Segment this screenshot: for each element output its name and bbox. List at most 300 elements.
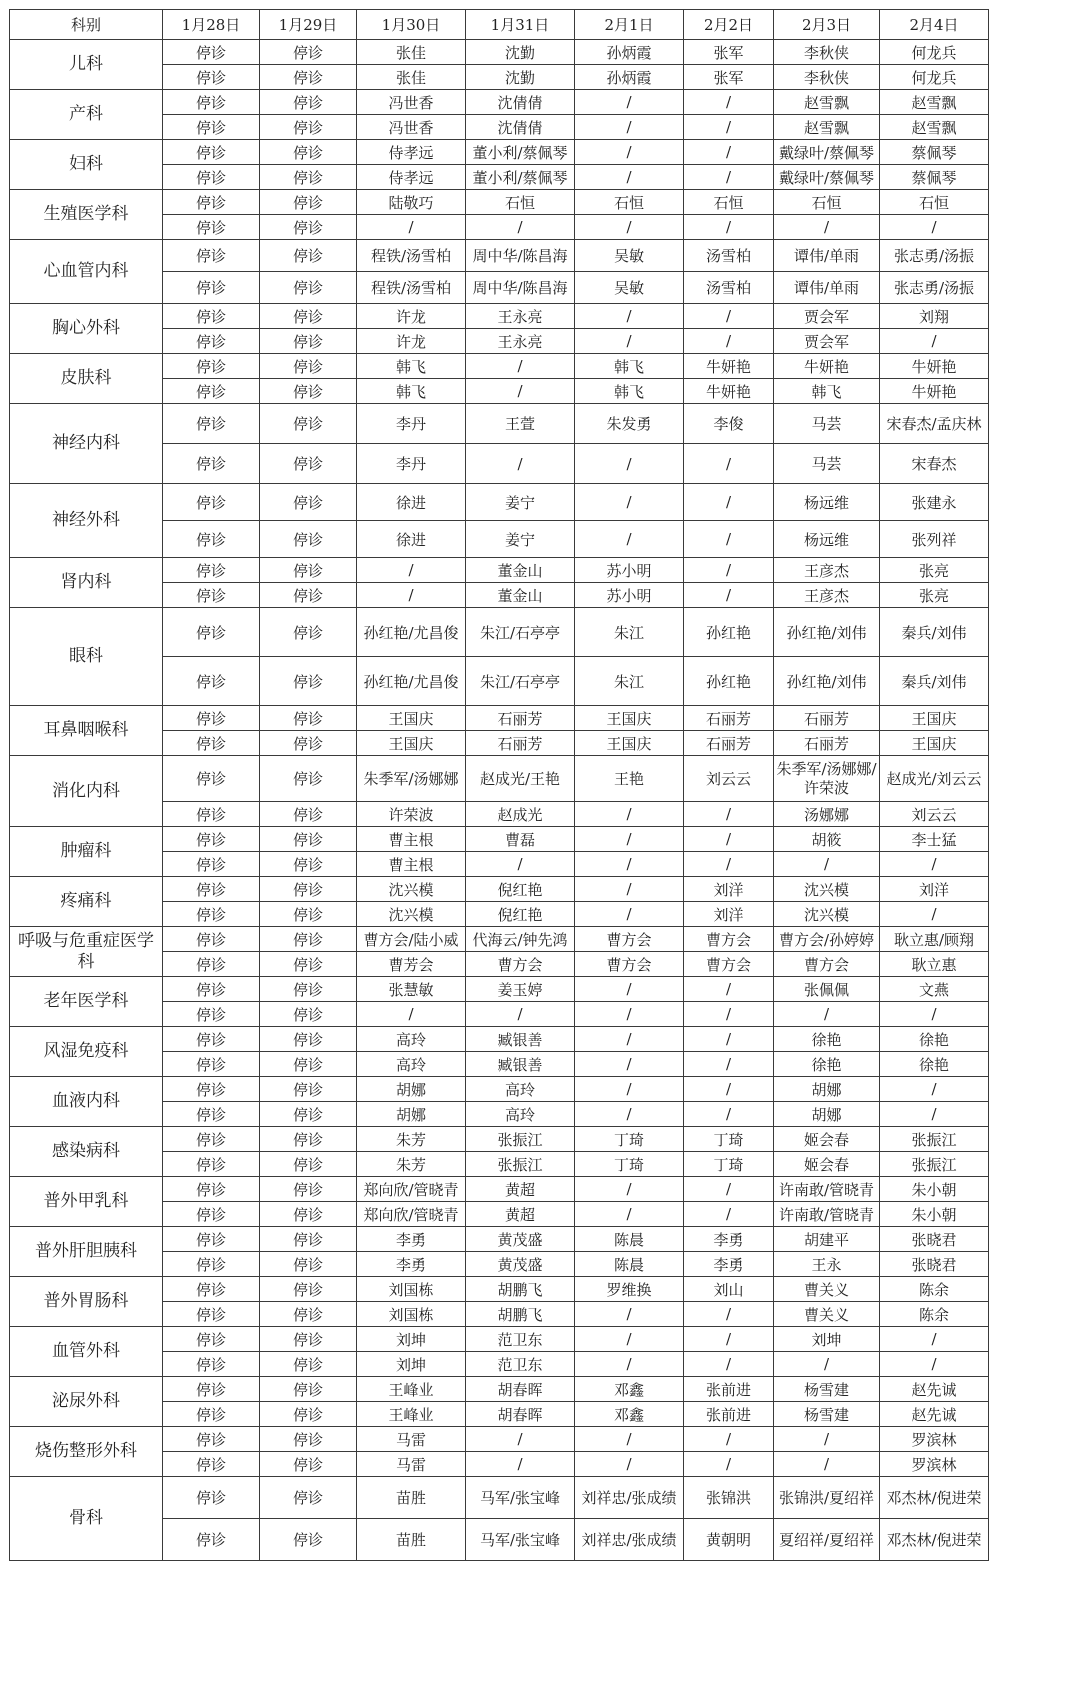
schedule-cell: 高玲: [357, 1027, 466, 1052]
schedule-cell: 停诊: [260, 1327, 357, 1352]
schedule-cell: 沈倩倩: [466, 90, 575, 115]
schedule-row: [10, 240, 989, 272]
schedule-cell: /: [575, 1352, 684, 1377]
schedule-cell: 停诊: [260, 329, 357, 354]
schedule-cell: 孙红艳: [684, 657, 774, 706]
schedule-cell: 曹方会/孙婷婷: [774, 927, 880, 952]
header-row: [10, 10, 989, 40]
schedule-cell: 停诊: [163, 608, 260, 657]
schedule-cell: 停诊: [163, 115, 260, 140]
schedule-cell: /: [575, 1202, 684, 1227]
schedule-cell: 张亮: [880, 558, 989, 583]
schedule-cell: /: [575, 1177, 684, 1202]
schedule-cell: 石恒: [575, 190, 684, 215]
schedule-cell: /: [774, 215, 880, 240]
schedule-cell: /: [774, 1452, 880, 1477]
schedule-cell: 文燕: [880, 977, 989, 1002]
schedule-cell: 张振江: [880, 1127, 989, 1152]
schedule-cell: 董金山: [466, 558, 575, 583]
department-name: 产科: [10, 90, 163, 140]
schedule-cell: 张锦洪: [684, 1477, 774, 1519]
schedule-cell: /: [575, 165, 684, 190]
schedule-cell: 停诊: [163, 1227, 260, 1252]
schedule-cell: 马雷: [357, 1452, 466, 1477]
schedule-cell: 停诊: [260, 240, 357, 272]
schedule-cell: 孙炳霞: [575, 65, 684, 90]
schedule-cell: 停诊: [163, 379, 260, 404]
schedule-cell: 陈晨: [575, 1252, 684, 1277]
day-header-jan29: 1月29日: [260, 10, 357, 40]
schedule-row: [10, 1477, 989, 1519]
schedule-cell: 张晓君: [880, 1227, 989, 1252]
schedule-cell: /: [466, 379, 575, 404]
schedule-cell: 牛妍艳: [880, 354, 989, 379]
schedule-cell: 停诊: [260, 215, 357, 240]
schedule-row: [10, 827, 989, 852]
schedule-cell: /: [880, 1352, 989, 1377]
schedule-cell: 王永亮: [466, 304, 575, 329]
schedule-cell: 停诊: [260, 1302, 357, 1327]
schedule-cell: 停诊: [163, 583, 260, 608]
schedule-cell: /: [774, 1427, 880, 1452]
schedule-cell: /: [880, 1077, 989, 1102]
dept-column-header: 科别: [10, 10, 163, 40]
schedule-cell: 沈兴模: [774, 877, 880, 902]
schedule-cell: 停诊: [163, 1027, 260, 1052]
department-name: 神经内科: [10, 404, 163, 484]
schedule-cell: /: [575, 877, 684, 902]
schedule-cell: /: [684, 1352, 774, 1377]
department-name: 胸心外科: [10, 304, 163, 354]
schedule-cell: 停诊: [260, 977, 357, 1002]
schedule-cell: 停诊: [260, 927, 357, 952]
schedule-cell: 停诊: [163, 215, 260, 240]
schedule-row: [10, 40, 989, 65]
schedule-cell: /: [774, 1002, 880, 1027]
schedule-cell: 停诊: [163, 852, 260, 877]
schedule-cell: 高玲: [466, 1102, 575, 1127]
schedule-cell: 姬会春: [774, 1127, 880, 1152]
schedule-cell: 刘祥忠/张成绩: [575, 1477, 684, 1519]
department-name: 妇科: [10, 140, 163, 190]
schedule-cell: 牛妍艳: [684, 379, 774, 404]
schedule-cell: 曹方会: [774, 952, 880, 977]
schedule-cell: 贾会军: [774, 329, 880, 354]
schedule-cell: /: [575, 215, 684, 240]
schedule-cell: 谭伟/单雨: [774, 240, 880, 272]
schedule-cell: 停诊: [163, 1002, 260, 1027]
schedule-cell: 停诊: [260, 1052, 357, 1077]
schedule-cell: 朱小朝: [880, 1177, 989, 1202]
schedule-cell: /: [684, 852, 774, 877]
schedule-cell: 姜宁: [466, 521, 575, 558]
schedule-cell: 张志勇/汤振: [880, 272, 989, 304]
schedule-cell: 张振江: [880, 1152, 989, 1177]
schedule-cell: 停诊: [260, 1452, 357, 1477]
schedule-cell: 停诊: [260, 952, 357, 977]
schedule-cell: /: [575, 115, 684, 140]
schedule-cell: 王永: [774, 1252, 880, 1277]
schedule-cell: /: [684, 444, 774, 484]
schedule-cell: /: [466, 1452, 575, 1477]
schedule-cell: 停诊: [260, 379, 357, 404]
schedule-cell: 停诊: [163, 1252, 260, 1277]
schedule-cell: /: [684, 558, 774, 583]
schedule-cell: 朱芳: [357, 1127, 466, 1152]
schedule-cell: 马芸: [774, 404, 880, 444]
schedule-cell: 韩飞: [357, 354, 466, 379]
schedule-cell: /: [880, 1002, 989, 1027]
schedule-cell: 张列祥: [880, 521, 989, 558]
schedule-cell: 宋春杰/孟庆林: [880, 404, 989, 444]
schedule-cell: 石恒: [684, 190, 774, 215]
day-header-jan28: 1月28日: [163, 10, 260, 40]
schedule-cell: 高玲: [466, 1077, 575, 1102]
schedule-cell: 石丽芳: [774, 706, 880, 731]
schedule-cell: /: [575, 484, 684, 521]
schedule-cell: 停诊: [163, 877, 260, 902]
schedule-cell: 停诊: [163, 657, 260, 706]
schedule-cell: /: [684, 1202, 774, 1227]
schedule-cell: 姬会春: [774, 1152, 880, 1177]
schedule-cell: 停诊: [163, 272, 260, 304]
schedule-cell: 程铁/汤雪柏: [357, 272, 466, 304]
schedule-cell: 秦兵/刘伟: [880, 657, 989, 706]
department-name: 肿瘤科: [10, 827, 163, 877]
schedule-cell: 张慧敏: [357, 977, 466, 1002]
schedule-cell: /: [575, 304, 684, 329]
schedule-cell: /: [684, 484, 774, 521]
schedule-cell: 许南敢/管晓青: [774, 1202, 880, 1227]
schedule-cell: /: [575, 1327, 684, 1352]
schedule-cell: /: [684, 90, 774, 115]
schedule-row: [10, 354, 989, 379]
schedule-row: [10, 877, 989, 902]
schedule-cell: 胡建平: [774, 1227, 880, 1252]
schedule-cell: 胡筱: [774, 827, 880, 852]
schedule-cell: /: [684, 329, 774, 354]
schedule-cell: /: [684, 1027, 774, 1052]
schedule-cell: 夏绍祥/夏绍祥: [774, 1519, 880, 1561]
table-body: [10, 40, 989, 1561]
schedule-cell: 王国庆: [575, 731, 684, 756]
schedule-cell: 汤雪柏: [684, 240, 774, 272]
schedule-cell: 徐进: [357, 484, 466, 521]
schedule-cell: 停诊: [260, 852, 357, 877]
schedule-cell: 刘国栋: [357, 1277, 466, 1302]
schedule-row: [10, 756, 989, 802]
schedule-cell: 汤娜娜: [774, 802, 880, 827]
schedule-cell: /: [684, 304, 774, 329]
schedule-cell: 停诊: [163, 1327, 260, 1352]
schedule-cell: 停诊: [163, 952, 260, 977]
schedule-cell: 停诊: [163, 40, 260, 65]
schedule-cell: 石丽芳: [774, 731, 880, 756]
schedule-cell: /: [575, 1002, 684, 1027]
schedule-cell: 朱江: [575, 608, 684, 657]
schedule-cell: /: [357, 215, 466, 240]
schedule-cell: 停诊: [260, 877, 357, 902]
schedule-cell: /: [684, 521, 774, 558]
schedule-cell: /: [575, 1102, 684, 1127]
schedule-cell: 蔡佩琴: [880, 140, 989, 165]
department-name: 普外肝胆胰科: [10, 1227, 163, 1277]
schedule-cell: /: [880, 852, 989, 877]
schedule-cell: 徐艳: [774, 1052, 880, 1077]
schedule-cell: 停诊: [163, 1277, 260, 1302]
schedule-cell: 停诊: [163, 927, 260, 952]
day-header-feb2: 2月2日: [684, 10, 774, 40]
schedule-cell: /: [684, 1177, 774, 1202]
schedule-cell: 石丽芳: [466, 706, 575, 731]
schedule-cell: /: [684, 802, 774, 827]
schedule-cell: /: [880, 1327, 989, 1352]
schedule-cell: /: [684, 1002, 774, 1027]
schedule-cell: 黄茂盛: [466, 1252, 575, 1277]
schedule-cell: 王国庆: [880, 731, 989, 756]
schedule-cell: 停诊: [163, 304, 260, 329]
schedule-cell: /: [466, 1427, 575, 1452]
schedule-cell: 张军: [684, 40, 774, 65]
schedule-cell: /: [684, 827, 774, 852]
schedule-cell: /: [575, 1302, 684, 1327]
schedule-cell: /: [684, 215, 774, 240]
schedule-cell: 郑向欣/管晓青: [357, 1202, 466, 1227]
schedule-row: [10, 190, 989, 215]
schedule-cell: 停诊: [260, 1152, 357, 1177]
schedule-cell: 停诊: [163, 1202, 260, 1227]
schedule-row: [10, 1227, 989, 1252]
schedule-cell: 停诊: [260, 802, 357, 827]
schedule-cell: 张前进: [684, 1402, 774, 1427]
schedule-cell: 曹磊: [466, 827, 575, 852]
schedule-cell: 石丽芳: [466, 731, 575, 756]
schedule-cell: 黄超: [466, 1177, 575, 1202]
schedule-cell: 孙红艳/尤昌俊: [357, 657, 466, 706]
schedule-cell: 停诊: [260, 404, 357, 444]
schedule-cell: 王峰业: [357, 1402, 466, 1427]
schedule-cell: 牛妍艳: [880, 379, 989, 404]
schedule-cell: 停诊: [163, 240, 260, 272]
schedule-cell: 韩飞: [357, 379, 466, 404]
schedule-cell: /: [684, 1427, 774, 1452]
schedule-cell: 姜宁: [466, 484, 575, 521]
schedule-cell: 周中华/陈昌海: [466, 272, 575, 304]
schedule-cell: 沈兴模: [774, 902, 880, 927]
day-header-jan30: 1月30日: [357, 10, 466, 40]
schedule-cell: 停诊: [260, 1227, 357, 1252]
schedule-cell: 丁琦: [684, 1152, 774, 1177]
schedule-cell: 停诊: [260, 1252, 357, 1277]
schedule-cell: /: [684, 140, 774, 165]
schedule-cell: 停诊: [260, 1177, 357, 1202]
schedule-row: [10, 706, 989, 731]
schedule-cell: 胡鹏飞: [466, 1277, 575, 1302]
schedule-cell: 停诊: [260, 583, 357, 608]
schedule-cell: 停诊: [163, 1452, 260, 1477]
schedule-cell: 赵成光: [466, 802, 575, 827]
schedule-cell: 姜玉婷: [466, 977, 575, 1002]
schedule-cell: 李秋侠: [774, 40, 880, 65]
schedule-cell: 李秋侠: [774, 65, 880, 90]
schedule-cell: 停诊: [260, 444, 357, 484]
schedule-cell: /: [575, 902, 684, 927]
schedule-cell: 许荣波: [357, 802, 466, 827]
schedule-cell: 许龙: [357, 329, 466, 354]
schedule-cell: 停诊: [260, 1077, 357, 1102]
schedule-cell: 沈勤: [466, 65, 575, 90]
schedule-cell: 胡春晖: [466, 1377, 575, 1402]
schedule-row: [10, 1177, 989, 1202]
department-name: 呼吸与危重症医学科: [10, 927, 163, 977]
schedule-cell: 朱芳: [357, 1152, 466, 1177]
schedule-cell: 停诊: [260, 1427, 357, 1452]
schedule-cell: 石丽芳: [684, 731, 774, 756]
schedule-cell: 停诊: [260, 1102, 357, 1127]
schedule-cell: 邓鑫: [575, 1402, 684, 1427]
schedule-cell: 沈倩倩: [466, 115, 575, 140]
department-name: 儿科: [10, 40, 163, 90]
schedule-cell: 停诊: [163, 1477, 260, 1519]
schedule-cell: 徐艳: [880, 1027, 989, 1052]
schedule-cell: 徐艳: [880, 1052, 989, 1077]
schedule-cell: 郑向欣/管晓青: [357, 1177, 466, 1202]
schedule-cell: 停诊: [163, 977, 260, 1002]
schedule-cell: 石丽芳: [684, 706, 774, 731]
department-name: 血管外科: [10, 1327, 163, 1377]
schedule-cell: 停诊: [260, 1377, 357, 1402]
schedule-cell: 孙炳霞: [575, 40, 684, 65]
schedule-row: [10, 1377, 989, 1402]
schedule-cell: /: [575, 827, 684, 852]
schedule-cell: 停诊: [260, 1277, 357, 1302]
schedule-cell: 何龙兵: [880, 65, 989, 90]
schedule-cell: /: [357, 1002, 466, 1027]
department-name: 骨科: [10, 1477, 163, 1561]
schedule-cell: 杨远维: [774, 521, 880, 558]
schedule-cell: /: [575, 90, 684, 115]
schedule-cell: 戴绿叶/蔡佩琴: [774, 165, 880, 190]
schedule-cell: 马军/张宝峰: [466, 1519, 575, 1561]
schedule-cell: 赵先诚: [880, 1402, 989, 1427]
day-header-feb3: 2月3日: [774, 10, 880, 40]
schedule-cell: 韩飞: [575, 354, 684, 379]
department-name: 普外胃肠科: [10, 1277, 163, 1327]
schedule-cell: 宋春杰: [880, 444, 989, 484]
schedule-cell: 吴敏: [575, 272, 684, 304]
schedule-cell: 丁琦: [575, 1127, 684, 1152]
department-name: 消化内科: [10, 756, 163, 827]
schedule-cell: 马芸: [774, 444, 880, 484]
schedule-cell: /: [575, 521, 684, 558]
schedule-row: [10, 484, 989, 521]
schedule-cell: 蔡佩琴: [880, 165, 989, 190]
schedule-cell: 停诊: [163, 902, 260, 927]
schedule-cell: 石恒: [880, 190, 989, 215]
schedule-cell: 罗维换: [575, 1277, 684, 1302]
department-name: 神经外科: [10, 484, 163, 558]
schedule-cell: 停诊: [260, 1027, 357, 1052]
schedule-cell: 曹方会: [575, 927, 684, 952]
schedule-cell: 刘翔: [880, 304, 989, 329]
schedule-cell: /: [575, 802, 684, 827]
department-name: 感染病科: [10, 1127, 163, 1177]
schedule-cell: 停诊: [260, 657, 357, 706]
department-name: 泌尿外科: [10, 1377, 163, 1427]
schedule-cell: /: [684, 977, 774, 1002]
schedule-cell: 朱季军/汤娜娜/许荣波: [774, 756, 880, 802]
schedule-cell: 停诊: [163, 190, 260, 215]
schedule-cell: /: [880, 329, 989, 354]
schedule-cell: 停诊: [163, 802, 260, 827]
schedule-cell: 刘坤: [357, 1327, 466, 1352]
schedule-cell: 张建永: [880, 484, 989, 521]
schedule-cell: /: [466, 852, 575, 877]
schedule-cell: 停诊: [163, 1377, 260, 1402]
schedule-cell: 赵雪飘: [880, 115, 989, 140]
schedule-cell: 停诊: [260, 115, 357, 140]
schedule-cell: 董小利/蔡佩琴: [466, 165, 575, 190]
schedule-cell: 停诊: [163, 140, 260, 165]
schedule-cell: 范卫东: [466, 1352, 575, 1377]
schedule-cell: 停诊: [260, 827, 357, 852]
schedule-cell: 张佳: [357, 65, 466, 90]
schedule-cell: 曹方会: [575, 952, 684, 977]
schedule-cell: 石恒: [774, 190, 880, 215]
schedule-cell: 许南敢/管晓青: [774, 1177, 880, 1202]
schedule-cell: 曹芳会: [357, 952, 466, 977]
schedule-cell: 张前进: [684, 1377, 774, 1402]
schedule-cell: 曹方会/陆小威: [357, 927, 466, 952]
schedule-cell: 刘祥忠/张成绩: [575, 1519, 684, 1561]
schedule-cell: 停诊: [260, 731, 357, 756]
schedule-row: [10, 927, 989, 952]
schedule-cell: 王国庆: [880, 706, 989, 731]
schedule-cell: 吴敏: [575, 240, 684, 272]
schedule-row: [10, 1077, 989, 1102]
schedule-cell: 停诊: [260, 902, 357, 927]
schedule-cell: 停诊: [163, 354, 260, 379]
schedule-cell: 停诊: [163, 90, 260, 115]
schedule-cell: 停诊: [260, 140, 357, 165]
schedule-cell: 停诊: [260, 304, 357, 329]
schedule-cell: 刘坤: [774, 1327, 880, 1352]
schedule-cell: /: [575, 140, 684, 165]
schedule-cell: 李勇: [684, 1227, 774, 1252]
schedule-cell: /: [684, 115, 774, 140]
schedule-cell: 刘洋: [684, 902, 774, 927]
schedule-cell: 停诊: [260, 1402, 357, 1427]
department-name: 老年医学科: [10, 977, 163, 1027]
schedule-cell: 沈兴模: [357, 877, 466, 902]
schedule-cell: 李勇: [684, 1252, 774, 1277]
schedule-cell: 刘坤: [357, 1352, 466, 1377]
schedule-cell: 石恒: [466, 190, 575, 215]
schedule-cell: /: [774, 852, 880, 877]
schedule-cell: 刘洋: [880, 877, 989, 902]
schedule-cell: /: [575, 444, 684, 484]
day-header-feb4: 2月4日: [880, 10, 989, 40]
department-name: 普外甲乳科: [10, 1177, 163, 1227]
schedule-cell: 黄茂盛: [466, 1227, 575, 1252]
schedule-cell: 停诊: [260, 1477, 357, 1519]
schedule-cell: 耿立惠: [880, 952, 989, 977]
schedule-cell: 苗胜: [357, 1519, 466, 1561]
schedule-cell: 朱季军/汤娜娜: [357, 756, 466, 802]
schedule-row: [10, 977, 989, 1002]
schedule-cell: /: [575, 977, 684, 1002]
schedule-cell: 李丹: [357, 404, 466, 444]
